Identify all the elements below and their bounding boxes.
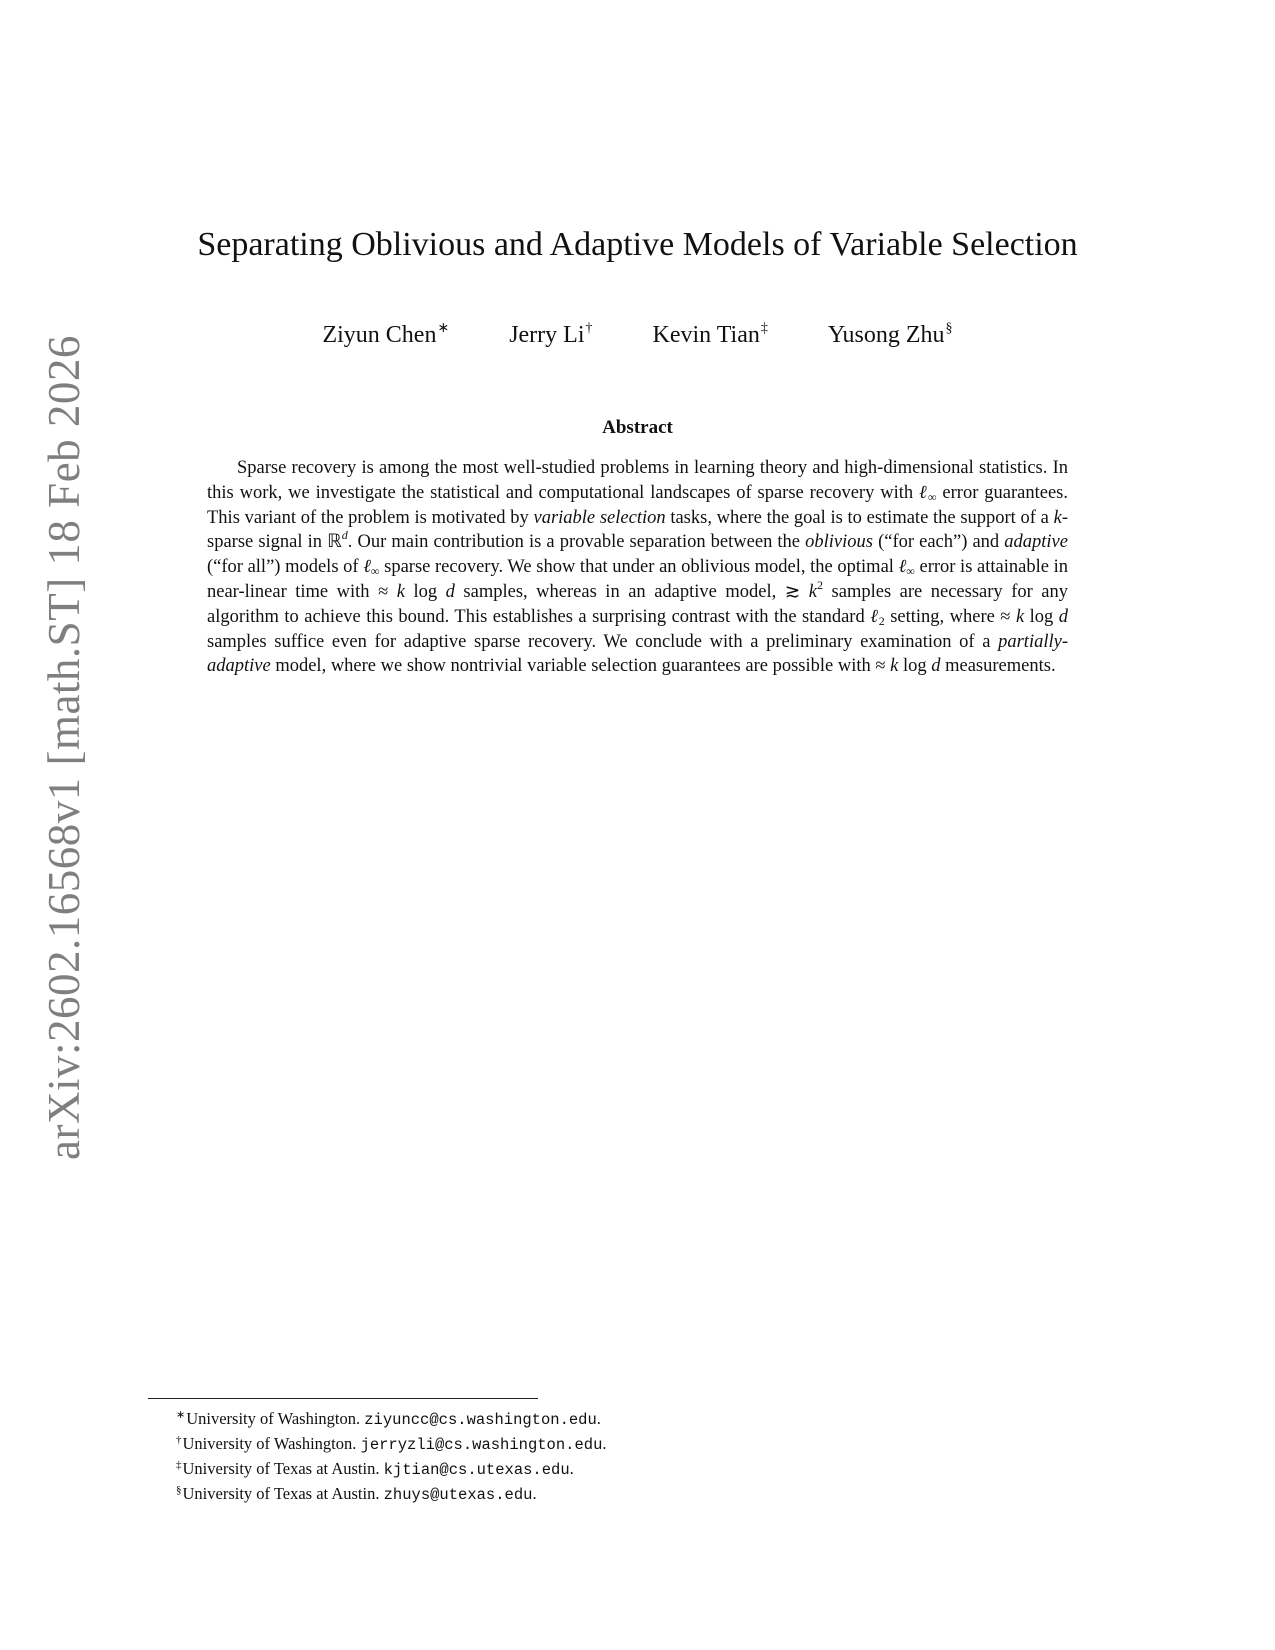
- author-name: Jerry Li: [509, 322, 585, 348]
- author-yusong-zhu: [828, 314, 953, 350]
- math-var: d: [1058, 606, 1068, 627]
- abstract-text: (“for each”) and: [872, 532, 1005, 553]
- author-footnote-mark: †: [585, 321, 593, 336]
- math-superscript: 2: [817, 577, 824, 592]
- footnote-item: [176, 1432, 1076, 1457]
- abstract-text: log: [898, 656, 932, 677]
- author-footnote-mark: ‡: [760, 321, 768, 336]
- abstract-text: error is attainable in near-linear time with ≈: [207, 557, 1068, 602]
- footnote-item: [176, 1407, 1076, 1432]
- author-name: Yusong Zhu: [827, 322, 945, 348]
- author-ziyun-chen: [322, 314, 449, 350]
- footnote-email[interactable]: kjtian@cs.utexas.edu: [383, 1461, 570, 1479]
- abstract-text: -sparse signal in ℝ: [207, 507, 1068, 553]
- footnote-mark: †: [176, 1434, 182, 1446]
- footnote-affiliation: University of Texas at Austin.: [182, 1459, 384, 1478]
- abstract-text: measurements.: [940, 656, 1056, 677]
- math-ell: ℓ: [919, 482, 928, 503]
- footnote-affiliation: University of Washington.: [186, 1409, 365, 1428]
- author-name: Ziyun Chen: [322, 322, 437, 348]
- math-subscript: ∞: [927, 489, 937, 504]
- math-ell: ℓ: [363, 557, 371, 578]
- abstract-text: Sparse recovery is among the most well-studied problems in learning theory and high-dimensional statistics. In this work, we investigate the statistical and computational landscapes of sparse recovery with: [207, 458, 1068, 503]
- math-var: d: [445, 581, 455, 602]
- emphasis-oblivious: oblivious: [805, 532, 873, 553]
- footnote-period: .: [532, 1484, 537, 1503]
- footnote-period: .: [602, 1434, 607, 1453]
- footnote-period: .: [569, 1459, 574, 1478]
- math-var: k: [890, 656, 899, 677]
- author-kevin-tian: [653, 314, 768, 350]
- paper-title: Separating Oblivious and Adaptive Models of Variable Selection: [197, 226, 1078, 263]
- math-subscript: ∞: [370, 564, 380, 579]
- math-subscript: 2: [878, 613, 885, 628]
- abstract-text: . Our main contribution is a provable separation between the: [347, 532, 806, 553]
- abstract-text: model, where we show nontrivial variable selection guarantees are possible with ≈: [270, 656, 891, 677]
- abstract-text: tasks, where the goal is to estimate the support of a: [665, 507, 1054, 528]
- footnote-email[interactable]: ziyuncc@cs.washington.edu: [364, 1411, 597, 1429]
- author-name: Kevin Tian: [652, 322, 760, 348]
- footnotes: [176, 1407, 1076, 1507]
- emphasis-adaptive: adaptive: [1004, 532, 1068, 553]
- footnote-email[interactable]: zhuys@utexas.edu: [383, 1486, 533, 1504]
- abstract-text: log: [1024, 606, 1059, 627]
- footnote-email[interactable]: jerryzli@cs.washington.edu: [360, 1436, 603, 1454]
- footnote-item: [176, 1482, 1076, 1507]
- footnote-affiliation: University of Washington.: [182, 1434, 361, 1453]
- author-footnote-mark: ∗: [437, 321, 450, 336]
- footnote-mark: §: [176, 1484, 182, 1496]
- math-var: k: [1053, 507, 1062, 528]
- abstract-text: log: [404, 581, 446, 602]
- math-ell: ℓ: [870, 606, 879, 627]
- emphasis-partially-adaptive: partially-adaptive: [207, 631, 1068, 677]
- math-var: k: [396, 581, 405, 602]
- footnote-affiliation: University of Texas at Austin.: [182, 1484, 384, 1503]
- abstract-heading: Abstract: [602, 417, 673, 438]
- math-var: k: [808, 581, 818, 602]
- footnote-mark: ∗: [176, 1409, 186, 1421]
- abstract-text: setting, where ≈: [884, 606, 1016, 627]
- abstract-text: error guarantees. This variant of the problem is motivated by: [207, 482, 1068, 528]
- abstract-body: [207, 456, 1068, 679]
- arxiv-sidebar: [34, 335, 94, 1160]
- math-var: d: [931, 656, 941, 677]
- abstract-text: samples, whereas in an adaptive model, ≳: [454, 581, 809, 602]
- abstract-text: samples are necessary for any algorithm to achieve this bound. This establishes a surprising contrast with the standard: [207, 581, 1068, 627]
- emphasis-variable-selection: variable selection: [533, 507, 666, 528]
- math-subscript: ∞: [906, 564, 915, 579]
- abstract-text: (“for all”) models of: [207, 557, 364, 578]
- author-jerry-li: [509, 314, 592, 350]
- abstract-text: sparse recovery. We show that under an oblivious model, the optimal: [379, 557, 899, 578]
- author-list: [0, 314, 1275, 350]
- abstract-text: samples suffice even for adaptive sparse recovery. We conclude with a preliminary examination of a: [207, 631, 999, 652]
- footnote-mark: ‡: [176, 1459, 182, 1471]
- math-var: k: [1015, 606, 1025, 627]
- footnote-period: .: [596, 1409, 601, 1428]
- math-var: d: [341, 528, 348, 543]
- math-ell: ℓ: [898, 557, 907, 578]
- author-footnote-mark: §: [945, 321, 953, 336]
- footnote-item: [176, 1457, 1076, 1482]
- arxiv-identifier: arXiv:2602.16568v1 [math.ST] 18 Feb 2026: [39, 335, 89, 1160]
- footnote-divider: [148, 1398, 538, 1399]
